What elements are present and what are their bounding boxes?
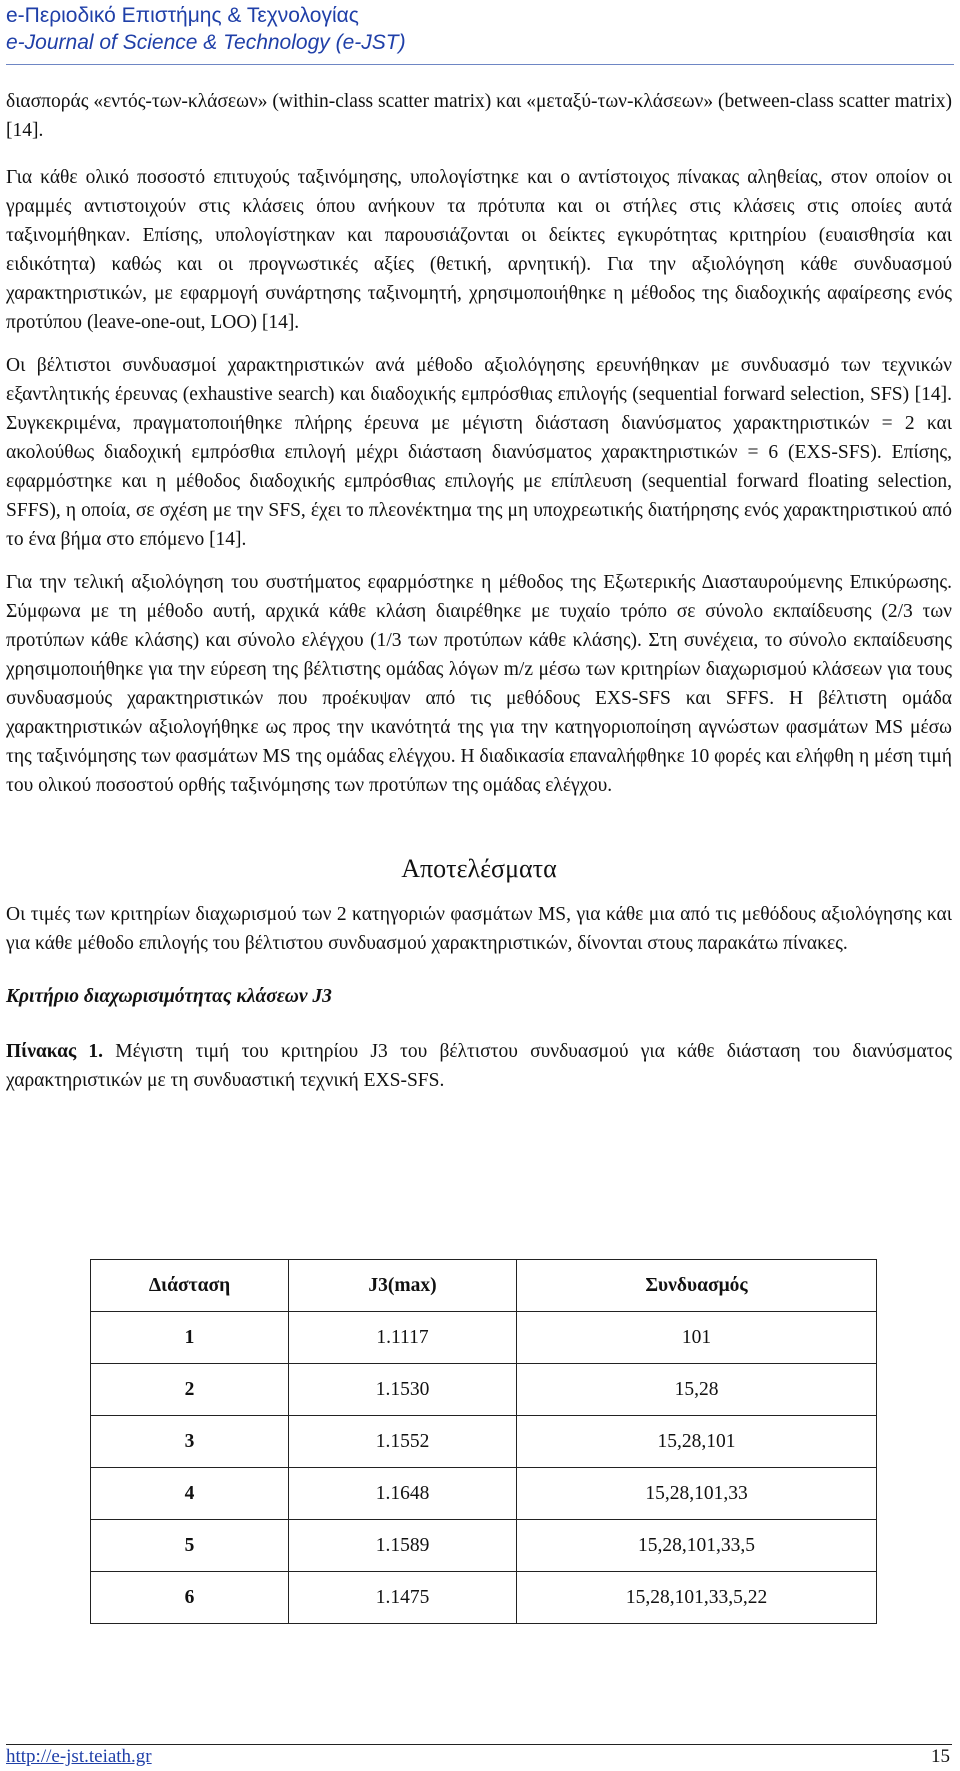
header-combination: Συνδυασμός (517, 1260, 877, 1312)
paragraph-scatter: διασποράς «εντός-των-κλάσεων» (within-class scatter matrix) και «μεταξύ-των-κλάσεων» (between-class scatter matrix) [14]. (6, 91, 952, 141)
cell-j3: 1.1552 (289, 1416, 517, 1468)
header-j3-max: J3(max) (289, 1260, 517, 1312)
page-body (6, 87, 952, 1095)
cell-dimension: 1 (91, 1312, 289, 1364)
subheading-j3: Κριτήριο διαχωρισιμότητας κλάσεων J3 (6, 986, 332, 1007)
cell-j3: 1.1648 (289, 1468, 517, 1520)
table-row (91, 1572, 877, 1624)
journal-header (6, 2, 954, 65)
cell-dimension: 4 (91, 1468, 289, 1520)
table-row (91, 1312, 877, 1364)
cell-combination: 15,28,101,33,5,22 (517, 1572, 877, 1624)
footer-url-link[interactable]: http://e-jst.teiath.gr (6, 1746, 152, 1767)
cell-j3: 1.1475 (289, 1572, 517, 1624)
cell-j3: 1.1589 (289, 1520, 517, 1572)
paragraph-results: Οι τιμές των κριτηρίων διαχωρισμού των 2 κατηγοριών φασμάτων MS, για κάθε μια από τις μεθόδους αξιολόγησης και για κάθε μέθοδο επιλογής του βέλτιστου συνδυασμού χαρακτηριστικών, δίνονται στους παρακάτω πίνακες. (6, 904, 952, 954)
cell-combination: 101 (517, 1312, 877, 1364)
header-dimension: Διάσταση (91, 1260, 289, 1312)
cell-dimension: 5 (91, 1520, 289, 1572)
cell-dimension: 3 (91, 1416, 289, 1468)
journal-title-english: e-Journal of Science & Technology (e-JST) (6, 31, 406, 54)
table-row (91, 1520, 877, 1572)
paragraph-cross-validation: Για την τελική αξιολόγηση του συστήματος εφαρμόστηκε η μέθοδος της Εξωτερικής Διασταυρούμενης Επικύρωσης. Σύμφωνα με τη μέθοδο αυτή, αρχικά κάθε κλάση διαιρέθηκε με τυχαίο τρόπο σε σύνολο εκπαίδευσης (2/3 των προτύπων κάθε κλάσης) και σύνολο ελέγχου (1/3 των προτύπων κάθε κλάσης). Στη συνέχεια, το σύνολο εκπαίδευσης χρησιμοποιήθηκε για την εύρεση της βέλτιστης ομάδας λόγων m/z μέσω των κριτηρίων διαχωρισμού κλάσεων για τους συνδυασμούς χαρακτηριστικών που προέκυψαν από τις μεθόδους EXS-SFS και SFFS. Η βέλτιστη ομάδα χαρακτηριστικών αξιολογήθηκε ως προς την ικανότητά της για την κατηγοριοποίηση αγνώστων φασμάτων MS μέσω της ταξινόμησης των φασμάτων MS της ομάδας ελέγχου. Η διαδικασία επαναλήφθηκε 10 φορές και ελήφθη η μέση τιμή του ολικού ποσοστού ορθής ταξινόμησης των προτύπων της ομάδας ελέγχου. (6, 572, 952, 796)
header-rule (6, 64, 954, 65)
table-caption-label: Πίνακας 1. (6, 1041, 104, 1062)
paragraph-feature-selection: Οι βέλτιστοι συνδυασμοί χαρακτηριστικών ανά μέθοδο αξιολόγησης ερευνήθηκαν με συνδυασμό των τεχνικών εξαντλητικής έρευνας (exhaustive search) και διαδοχικής εμπρόσθιας επιλογής (sequential forward selection, SFS) [14]. Συγκεκριμένα, πραγματοποιήθηκε πλήρης έρευνα με μέγιστη διάσταση διανύσματος χαρακτηριστικών = 2 και ακολούθως διαδοχική εμπρόσθια επιλογή μέχρι διάσταση διανύσματος χαρακτηριστικών = 6 (EXS-SFS). Επίσης, εφαρμόστηκε και η μέθοδος διαδοχικής εμπρόσθιας επιλογής με επίπλευση (sequential forward floating selection, SFFS), η οποία, σε σχέση με την SFS, έχει το πλεονέκτημα της μη υποχρεωτικής διατήρησης ενός χαρακτηριστικού από το ένα βήμα στο επόμενο [14]. (6, 355, 952, 550)
cell-combination: 15,28,101,33 (517, 1468, 877, 1520)
cell-j3: 1.1530 (289, 1364, 517, 1416)
table-row (91, 1416, 877, 1468)
cell-dimension: 2 (91, 1364, 289, 1416)
cell-j3: 1.1117 (289, 1312, 517, 1364)
page-number: 15 (931, 1746, 950, 1767)
journal-title-greek: e-Περιοδικό Επιστήμης & Τεχνολογίας (6, 4, 359, 27)
table-row (91, 1364, 877, 1416)
cell-combination: 15,28,101,33,5 (517, 1520, 877, 1572)
table-header-row (91, 1260, 877, 1312)
cell-dimension: 6 (91, 1572, 289, 1624)
paragraph-confusion-matrix: Για κάθε ολικό ποσοστό επιτυχούς ταξινόμησης, υπολογίστηκε και ο αντίστοιχος πίνακας αληθείας, στον οποίον οι γραμμές αντιστοιχούν στις κλάσεις όπου ανήκουν τα πρότυπα και οι στήλες στις κλάσεις στις οποίες αυτά ταξινομήθηκαν. Επίσης, υπολογίστηκαν και παρουσιάζονται οι δείκτες εγκυρότητας κριτηρίου (ευαισθησία και ειδικότητα) καθώς και οι προγνωστικές αξίες (θετική, αρνητική). Για την αξιολόγηση κάθε συνδυασμού χαρακτηριστικών, με εφαρμογή συνάρτησης ταξινομητή, χρησιμοποιήθηκε η μέθοδος της διαδοχικής αφαίρεσης ενός προτύπου (leave-one-out, LOO) [14]. (6, 167, 952, 333)
table-caption (6, 1037, 952, 1095)
results-table (90, 1259, 877, 1624)
cell-combination: 15,28,101 (517, 1416, 877, 1468)
table-row (91, 1468, 877, 1520)
cell-combination: 15,28 (517, 1364, 877, 1416)
table-caption-text: Μέγιστη τιμή του κριτηρίου J3 του βέλτιστου συνδυασμού για κάθε διάσταση του διανύσματος χαρακτηριστικών με τη συνδυαστική τεχνική EXS-SFS. (6, 1041, 952, 1091)
section-title-results: Αποτελέσματα (401, 854, 557, 883)
